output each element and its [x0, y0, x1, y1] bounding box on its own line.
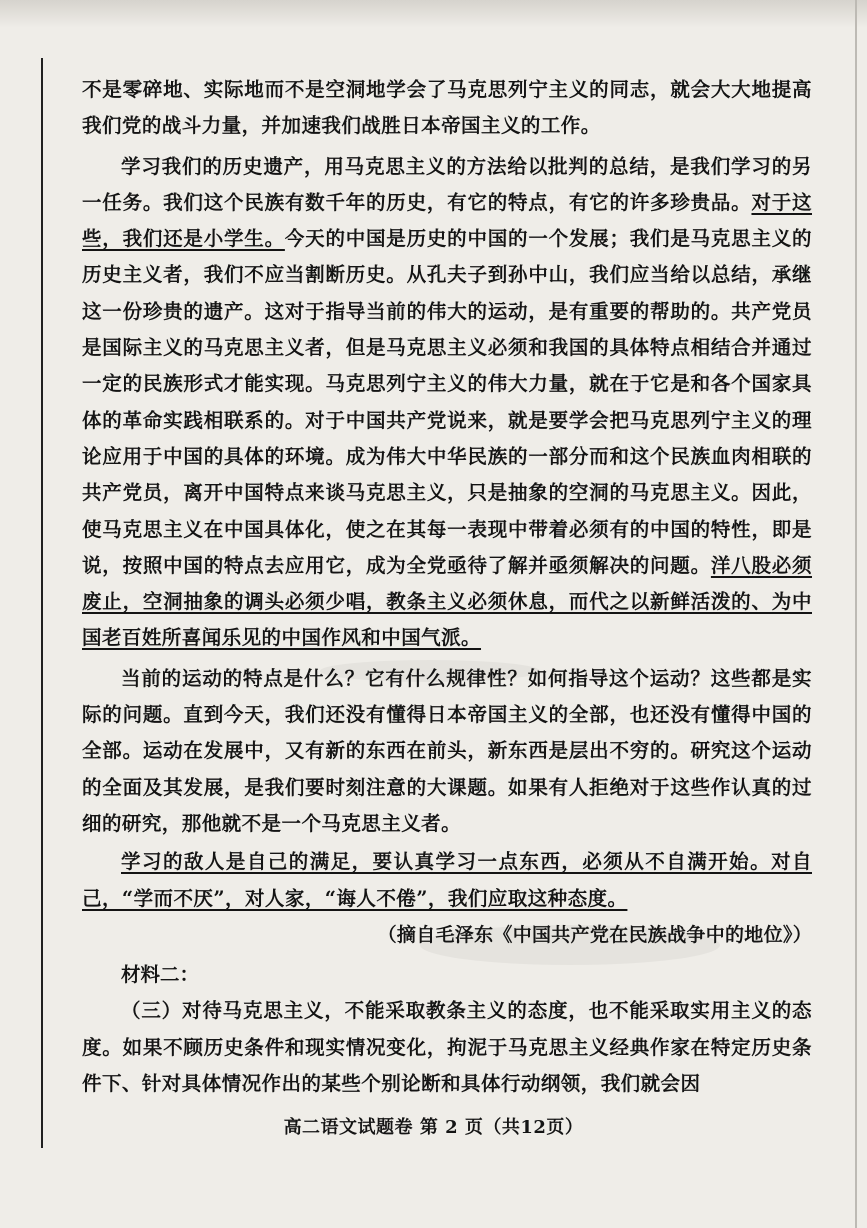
paragraph-text: 学习我们的历史遗产，用马克思主义的方法给以批判的总结，是我们学习的另一任务。我们这个民族有数千年的历史，有它的特点，有它的许多珍贵品。	[82, 154, 812, 214]
underlined-sentence: 洋八股必须废止，空洞抽象的调头必须少唱，教条主义必须休息，而代之以新鲜活泼的、为中国老百姓所喜闻乐见的中国作风和中国气派。	[82, 553, 812, 650]
left-margin-line	[41, 58, 43, 1148]
exam-page-content	[82, 72, 812, 1102]
paragraph-4	[82, 844, 812, 917]
underlined-sentence: 学习的敌人是自己的满足，要认真学习一点东西，必须从不自满开始。对自己，“学而不厌”，对人家，“诲人不倦”，我们应取这种态度。	[82, 850, 812, 910]
paragraph-3	[82, 661, 812, 842]
paragraph-text: 不是零碎地、实际地而不是空洞地学会了马克思列宁主义的同志，就会大大地提高我们党的战斗力量，并加速我们战胜日本帝国主义的工作。	[82, 78, 812, 138]
page-footer: 高二语文试题卷 第 2 页（共12页）	[283, 1117, 584, 1138]
paragraph-text: 今天的中国是历史的中国的一个发展；我们是马克思主义的历史主义者，我们不应当割断历史。从孔夫子到孙中山，我们应当给以总结，承继这一份珍贵的遗产。这对于指导当前的伟大的运动，是有重要的帮助的。共产党员是国际主义的马克思主义者，但是马克思主义必须和我国的具体特点相结合并通过一定的民族形式才能实现。马克思列宁主义的伟大力量，就在于它是和各个国家具体的革命实践相联系的。对于中国共产党说来，就是要学会把马克思列宁主义的理论应用于中国的具体的环境。成为伟大中华民族的一部分而和这个民族血肉相联的共产党员，离开中国特点来谈马克思主义，只是抽象的空洞的马克思主义。因此，使马克思主义在中国具体化，使之在其每一表现中带着必须有的中国的特性，即是说，按照中国的特点去应用它，成为全党亟待了解并亟须解决的问题。	[82, 227, 812, 577]
right-edge-shadow	[855, 0, 857, 1228]
source-citation: （摘自毛泽东《中国共产党在民族战争中的地位》）	[377, 923, 812, 946]
scan-shadow	[0, 0, 867, 28]
paragraph-2	[82, 149, 812, 657]
paragraph-1	[82, 72, 812, 145]
material-two-paragraph: （三）对待马克思主义，不能采取教条主义的态度，也不能采取实用主义的态度。如果不顾历史条件和现实情况变化，拘泥于马克思主义经典作家在特定历史条件下、针对具体情况作出的某些个别论断和具体行动纲领，我们就会因	[82, 999, 812, 1096]
paragraph-text: 当前的运动的特点是什么？它有什么规律性？如何指导这个运动？这些都是实际的问题。直到今天，我们还没有懂得日本帝国主义的全部，也还没有懂得中国的全部。运动在发展中，又有新的东西在前头，新东西是层出不穷的。研究这个运动的全面及其发展，是我们要时刻注意的大课题。如果有人拒绝对于这些作认真的过细的研究，那他就不是一个马克思主义者。	[82, 666, 812, 835]
underlined-sentence: 对于这些，我们还是小学生。	[82, 190, 812, 251]
material-two-heading: 材料二：	[121, 963, 200, 987]
